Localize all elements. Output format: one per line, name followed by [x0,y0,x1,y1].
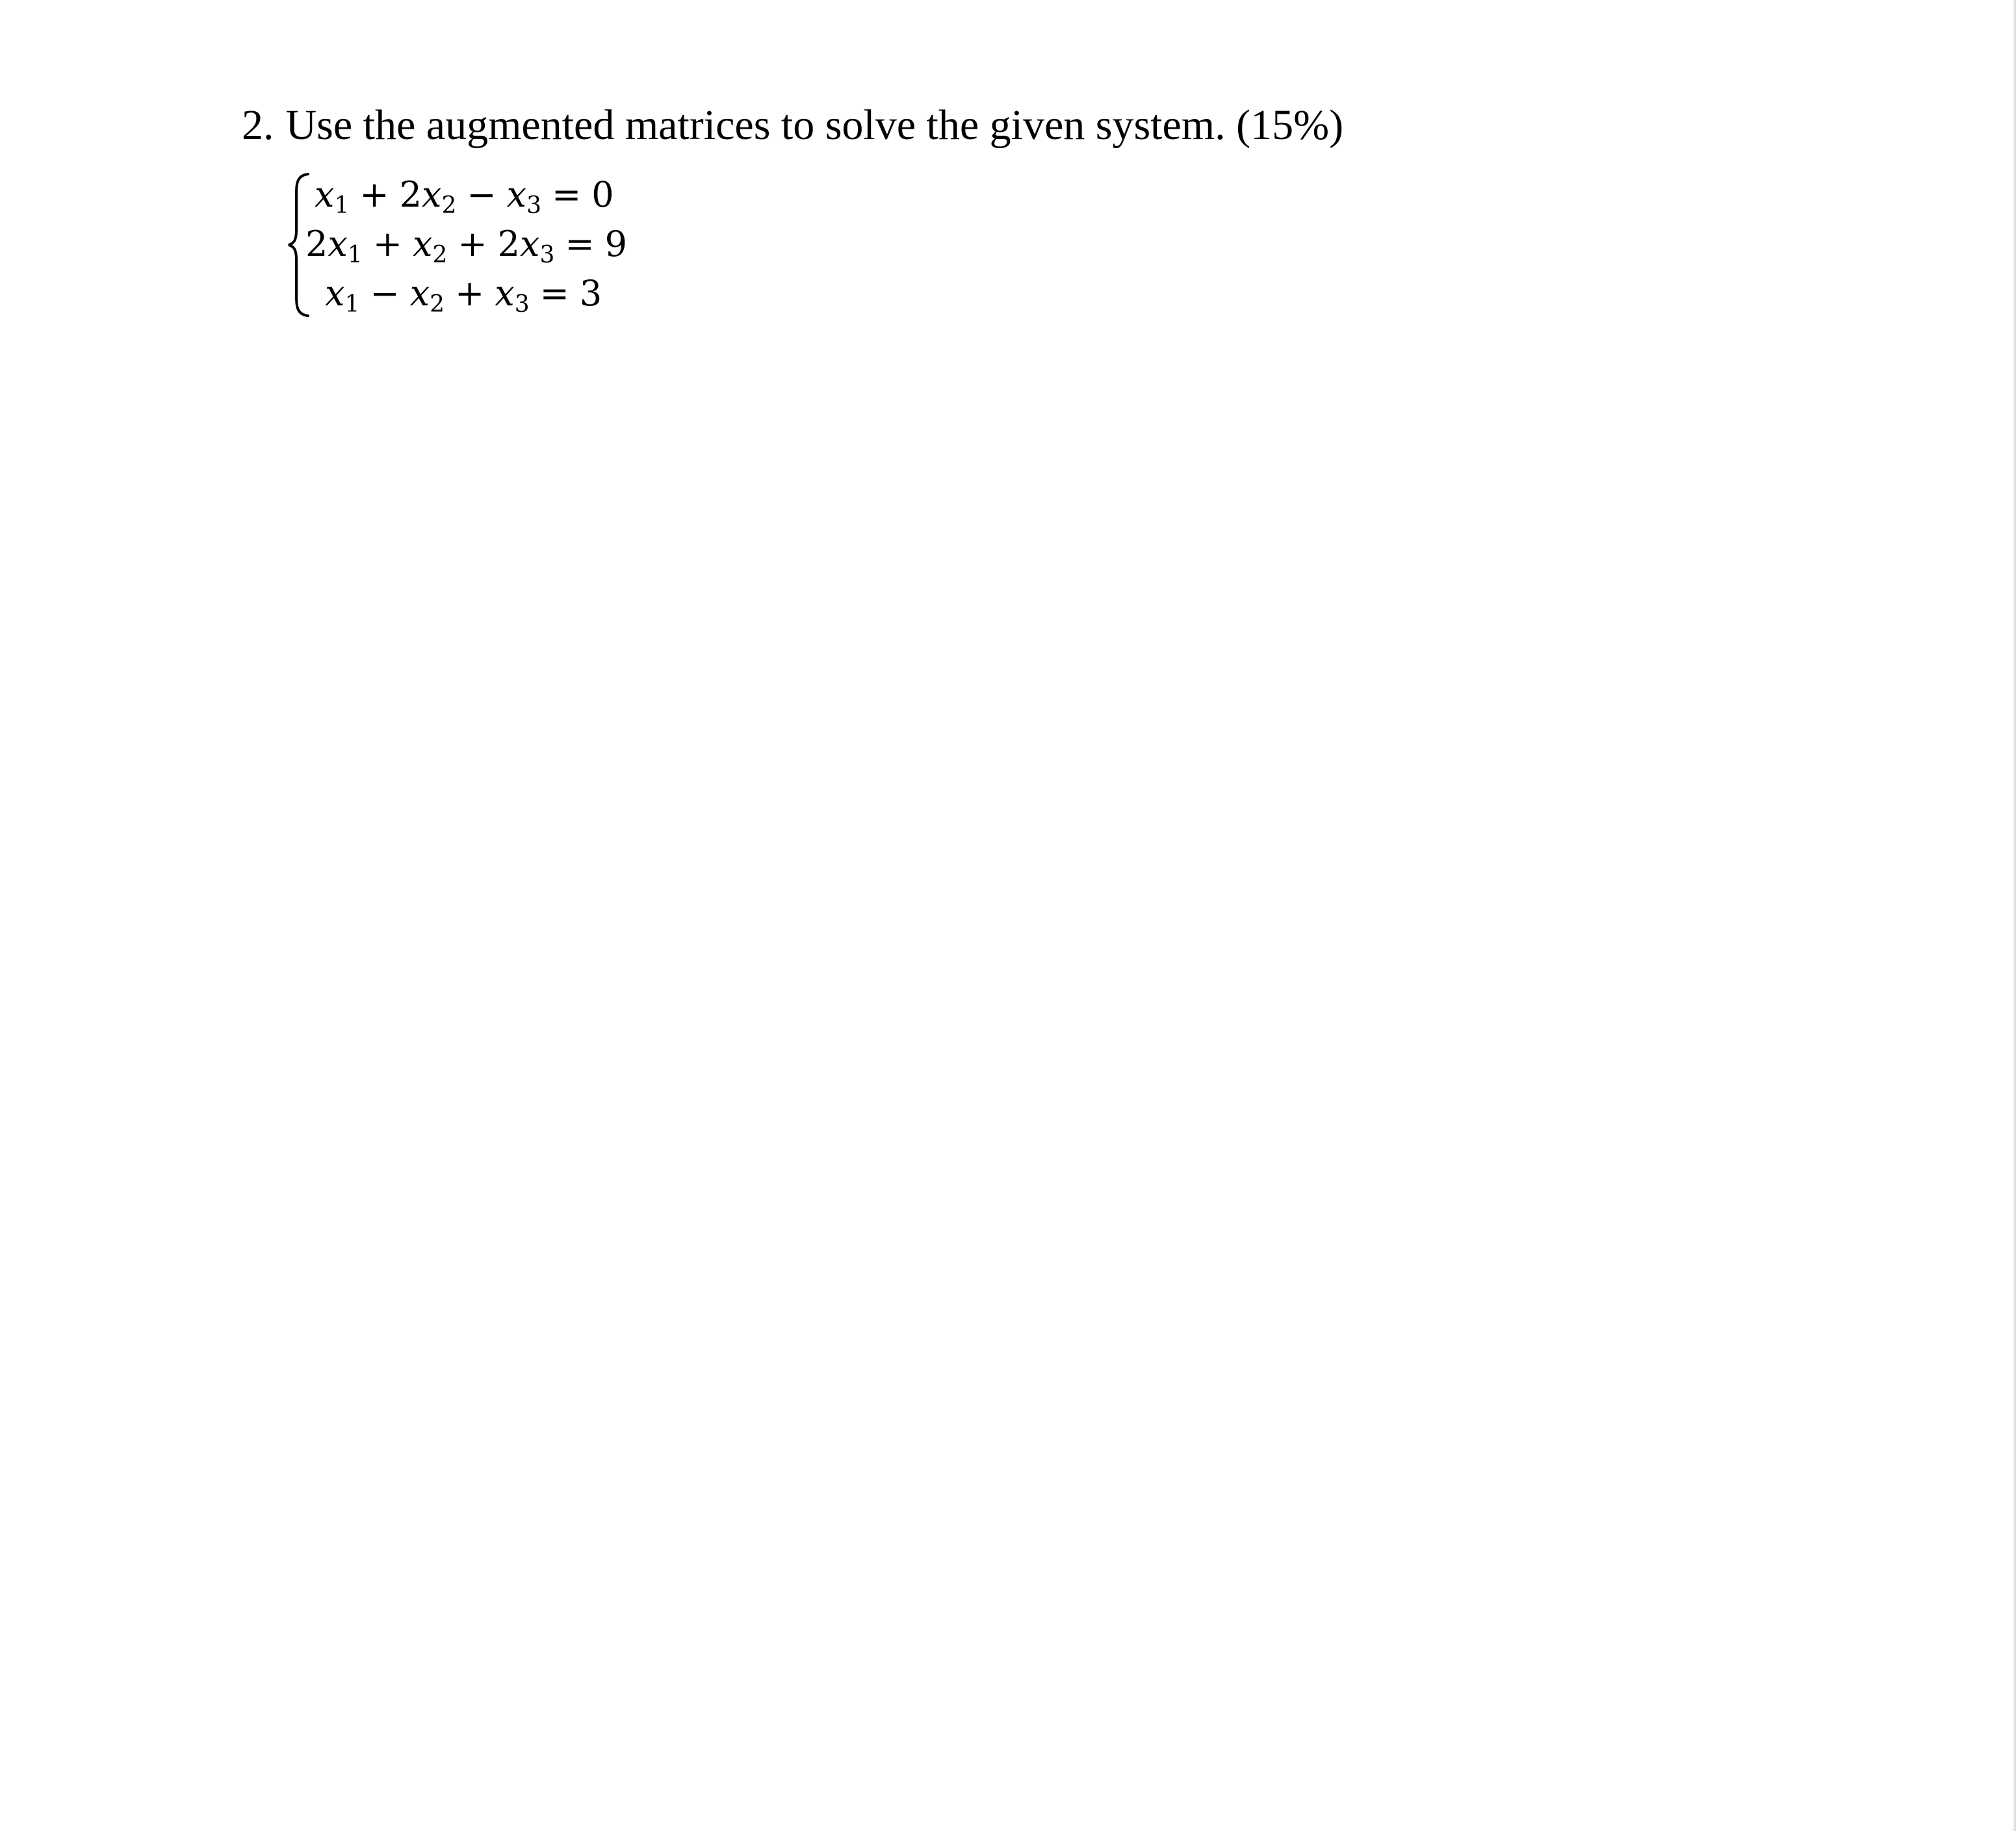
operator: + [359,174,389,215]
term-coefficient: 2 [305,224,328,264]
equation-row-2 [305,220,627,269]
term-coefficient: 2 [399,174,422,215]
term-subscript: 2 [441,192,457,219]
equals-sign: = [565,224,595,264]
term-variable: x [506,174,527,215]
question-text: Use the augmented matrices to solve the given system. (15%) [285,101,1344,149]
term-variable: x [328,224,348,264]
question-heading [242,96,1343,155]
term-variable: x [519,224,540,264]
term-subscript: 3 [539,242,555,268]
operator: + [372,224,402,264]
term-variable: x [412,224,433,264]
operator: + [455,273,485,314]
equals-sign: = [551,174,582,215]
rhs-value: 0 [591,174,614,215]
equation-row-3 [325,269,602,318]
term-subscript: 1 [334,192,350,219]
term-variable: x [421,174,442,215]
operator: + [458,224,487,264]
term-variable: x [495,273,515,314]
term-subscript: 3 [514,291,530,318]
term-subscript: 2 [432,242,448,268]
term-subscript: 2 [430,291,445,318]
term-variable: x [315,174,335,215]
term-subscript: 3 [526,192,541,219]
equals-sign: = [539,273,569,314]
term-variable: x [325,273,345,314]
rhs-value: 3 [579,273,602,314]
operator: − [370,273,400,314]
equation-system [286,170,676,320]
rhs-value: 9 [604,224,627,264]
question-number: 2. [242,101,274,149]
term-coefficient: 2 [497,224,520,264]
operator: − [467,174,497,215]
term-subscript: 1 [347,242,363,268]
page-edge-shadow [2012,0,2016,1831]
equation-row-1 [315,170,614,220]
term-variable: x [409,273,430,314]
term-subscript: 1 [344,291,360,318]
